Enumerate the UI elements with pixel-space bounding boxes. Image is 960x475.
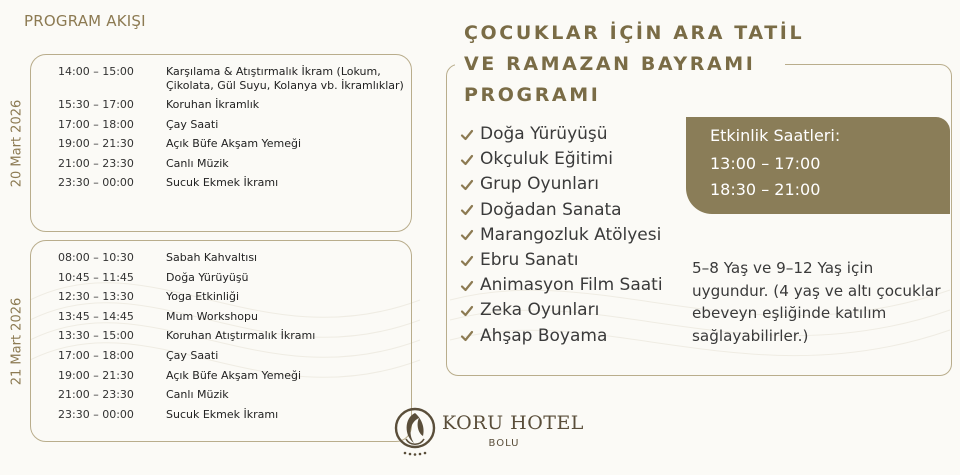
schedule-row	[58, 271, 405, 285]
schedule-time: 08:00 – 10:30	[58, 251, 134, 264]
checkmark-icon	[460, 279, 474, 293]
schedule-row	[58, 118, 405, 132]
schedule-row	[58, 388, 405, 402]
day-schedule-1	[9, 54, 412, 232]
schedule-time: 13:30 – 15:00	[58, 329, 134, 343]
schedule-row	[58, 251, 405, 265]
schedule-row	[58, 157, 405, 171]
schedule-time: 10:45 – 11:45	[58, 270, 134, 284]
schedule-activity: Açık Büfe Akşam Yemeği	[166, 137, 302, 151]
activity-item	[460, 198, 663, 223]
activity-label: Doğadan Sanata	[480, 199, 622, 220]
activity-item	[460, 147, 663, 172]
schedule-activity: Sucuk Ekmek İkramı	[166, 407, 279, 421]
schedule-row	[58, 137, 405, 151]
hotel-emblem-icon	[392, 406, 438, 458]
schedule-row	[58, 310, 405, 324]
schedule-row	[58, 98, 405, 112]
activity-label: Okçuluk Eğitimi	[480, 149, 614, 170]
schedule-activity: Canlı Müzik	[166, 388, 229, 402]
schedule-row	[58, 349, 405, 363]
hours-slot: 18:30 – 21:00	[710, 180, 821, 199]
schedule-row	[58, 329, 405, 343]
schedule-row	[58, 369, 405, 383]
activity-item	[460, 324, 663, 349]
schedule-time: 21:00 – 23:30	[58, 388, 134, 402]
checkmark-icon	[460, 228, 474, 242]
schedule-activity: Koruhan Atıştırmalık İkramı	[166, 329, 316, 343]
schedule-activity: Yoga Etkinliği	[166, 290, 240, 304]
kids-program-title	[464, 18, 804, 111]
schedule-activity: Karşılama & Atıştırmalık İkram (Lokum, Çikolata, Gül Suyu, Kolanya vb. İkramlıklar)	[166, 65, 404, 92]
schedule-time: 12:30 – 13:30	[58, 290, 134, 304]
schedule-row	[58, 65, 405, 93]
schedule-time: 23:30 – 00:00	[58, 175, 134, 189]
day-date: 21 Mart 2026	[9, 297, 25, 385]
schedule-time: 17:00 – 18:00	[58, 348, 134, 362]
schedule-activity: Sucuk Ekmek İkramı	[166, 175, 279, 189]
schedule-activity: Doğa Yürüyüşü	[166, 270, 249, 284]
schedule-time: 17:00 – 18:00	[58, 117, 134, 131]
kids-title-line: VE RAMAZAN BAYRAMI	[464, 53, 756, 75]
activity-item	[460, 273, 663, 298]
schedule-activity: Mum Workshopu	[166, 309, 258, 323]
hours-label: Etkinlik Saatleri:	[710, 126, 841, 145]
schedule-time: 19:00 – 21:30	[58, 368, 134, 382]
schedule-row	[58, 290, 405, 304]
hours-slot: 13:00 – 17:00	[710, 154, 821, 173]
schedule-activity: Çay Saati	[166, 117, 219, 131]
hotel-logo	[392, 406, 582, 458]
schedule-time: 23:30 – 00:00	[58, 407, 134, 421]
activity-label: Ebru Sanatı	[480, 250, 579, 271]
schedule-time: 13:45 – 14:45	[58, 309, 134, 323]
activity-label: Grup Oyunları	[480, 174, 599, 195]
schedule-time: 14:00 – 15:00	[58, 65, 134, 78]
age-note: 5–8 Yaş ve 9–12 Yaş için uygundur. (4 yaş ve altı çocuklar ebeveyn eşliğinde katılım sağlayabilirler.)	[692, 259, 941, 345]
activity-hours-panel	[686, 117, 950, 214]
schedule-time: 21:00 – 23:30	[58, 156, 134, 170]
kids-title-line: ÇOCUKLAR İÇİN ARA TATİL	[464, 22, 805, 44]
hotel-city: BOLU	[488, 438, 520, 449]
schedule-activity: Sabah Kahvaltısı	[166, 251, 258, 264]
schedule-row	[58, 408, 405, 422]
activity-item	[460, 122, 663, 147]
activity-item	[460, 172, 663, 197]
activity-item	[460, 298, 663, 323]
activity-label: Doğa Yürüyüşü	[480, 124, 608, 144]
schedule-activity: Çay Saati	[166, 348, 219, 362]
activity-item	[460, 223, 663, 248]
schedule-activity: Koruhan İkramlık	[166, 98, 260, 112]
activity-label: Animasyon Film Saati	[480, 275, 663, 296]
checkmark-icon	[460, 329, 474, 343]
kids-title-line: PROGRAMI	[464, 84, 601, 106]
checkmark-icon	[460, 254, 474, 268]
day-date: 20 Mart 2026	[9, 99, 25, 187]
checkmark-icon	[460, 304, 474, 318]
activity-label: Marangozluk Atölyesi	[480, 224, 662, 245]
checkmark-icon	[460, 178, 474, 192]
checkmark-icon	[460, 203, 474, 217]
hotel-name: KORU HOTEL	[442, 412, 584, 434]
schedule-activity: Canlı Müzik	[166, 156, 229, 170]
schedule-time: 15:30 – 17:00	[58, 98, 134, 112]
schedule-time: 19:00 – 21:30	[58, 137, 134, 151]
program-title: PROGRAM AKIŞI	[24, 12, 146, 30]
day-schedule-2	[9, 240, 412, 442]
activity-label: Zeka Oyunları	[480, 300, 600, 321]
kids-activity-list	[460, 122, 663, 349]
schedule-activity: Açık Büfe Akşam Yemeği	[166, 368, 302, 382]
activity-label: Ahşap Boyama	[480, 325, 608, 346]
activity-item	[460, 248, 663, 273]
checkmark-icon	[460, 128, 474, 142]
checkmark-icon	[460, 153, 474, 167]
schedule-row	[58, 176, 405, 190]
